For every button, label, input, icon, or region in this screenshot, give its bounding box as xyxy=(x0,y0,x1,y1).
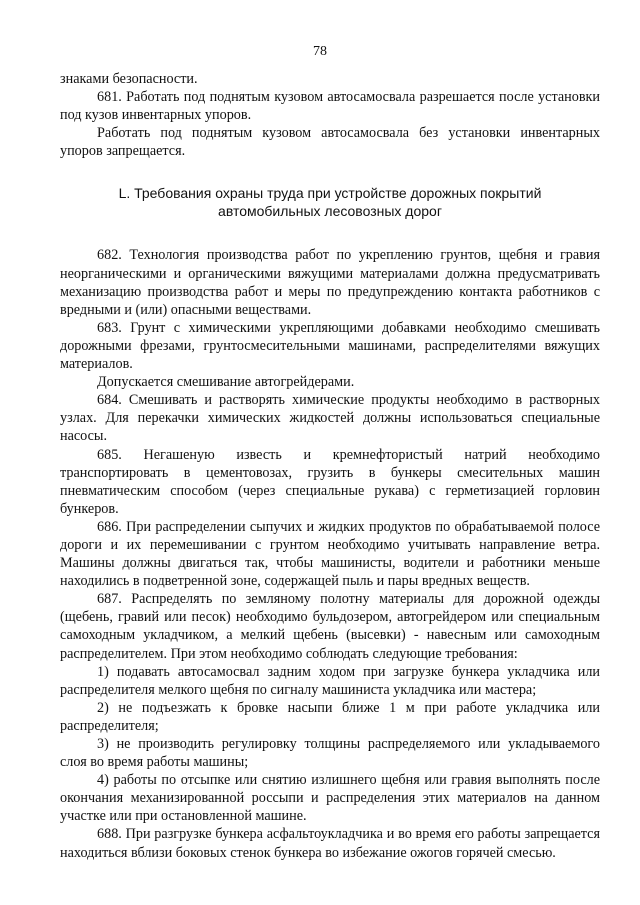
paragraph: Работать под поднятым кузовом автосамосвала без установки инвентарных упоров запрещается. xyxy=(60,125,600,160)
paragraph: 683. Грунт с химическими укрепляющими добавками необходимо смешивать дорожными фрезами, грунтосмесительными машинами, распределителями вяжущих материалов. xyxy=(60,319,600,373)
paragraph: знаками безопасности. xyxy=(60,71,198,87)
section-heading-line: L. Требования охраны труда при устройстве дорожных покрытий xyxy=(118,185,542,202)
paragraph: 688. При разгрузке бункера асфальтоукладчика и во время его работы запрещается находиться вблизи боковых стенок бункера во избежание ожогов горячей смесью. xyxy=(60,826,600,861)
list-item: 1) подавать автосамосвал задним ходом при загрузке бункера укладчика или распределителя мелкого щебня по сигналу машиниста укладчика или мастера; xyxy=(60,663,600,698)
page-number: 78 xyxy=(313,44,327,59)
paragraph: 685. Негашеную известь и кремнефтористый натрий необходимо транспортировать в цементовозах, грузить в бункеры смесительных машин пневматическим способом (через специальные рукава) с герметизацией горловин бункеров. xyxy=(60,446,600,517)
list-item: 4) работы по отсыпке или снятию излишнего щебня или гравия выполнять после окончания механизированной россыпи и распределения этих материалов на данном участке или при остановленной машине. xyxy=(60,772,600,825)
paragraph: 681. Работать под поднятым кузовом автосамосвала разрешается после установки под кузов инвентарных упоров. xyxy=(60,89,600,124)
paragraph: 687. Распределять по земляному полотну материалы для дорожной одежды (щебень, гравий или песок) необходимо бульдозером, автогрейдером или специальным самоходным укладчиком, а мелкий щебень (высевки) - навесным или самоходным распределителем. При этом необходимо соблюдать следующие требования: xyxy=(60,591,600,662)
list-item: 3) не производить регулировку толщины распределяемого или укладываемого слоя во время работы машины; xyxy=(60,736,600,771)
paragraph: Допускается смешивание автогрейдерами. xyxy=(97,374,355,391)
list-item: 2) не подъезжать к бровке насыпи ближе 1 м при работе укладчика или распределителя; xyxy=(60,699,600,734)
paragraph: 682. Технология производства работ по укреплению грунтов, щебня и гравия неорганическими и органическими вяжущими материалами должна предусматривать механизацию производства работ и меры по предупреждению контакта работников с вредными и (или) опасными веществами. xyxy=(60,247,600,318)
section-heading xyxy=(60,184,600,220)
section-heading-line: автомобильных лесовозных дорог xyxy=(218,203,442,220)
paragraph: 686. При распределении сыпучих и жидких продуктов по обрабатываемой полосе дороги и их перемешивании с грунтом необходимо учитывать направление ветра. Машины должны двигаться так, чтобы машинисты, водители и работники меньше находились в подветренной зоне, содержащей пыль и пары вредных веществ. xyxy=(60,518,600,590)
document-body xyxy=(60,70,600,862)
paragraph: 684. Смешивать и растворять химические продукты необходимо в растворных узлах. Для перекачки химических жидкостей должны использоваться специальные насосы. xyxy=(60,392,600,445)
